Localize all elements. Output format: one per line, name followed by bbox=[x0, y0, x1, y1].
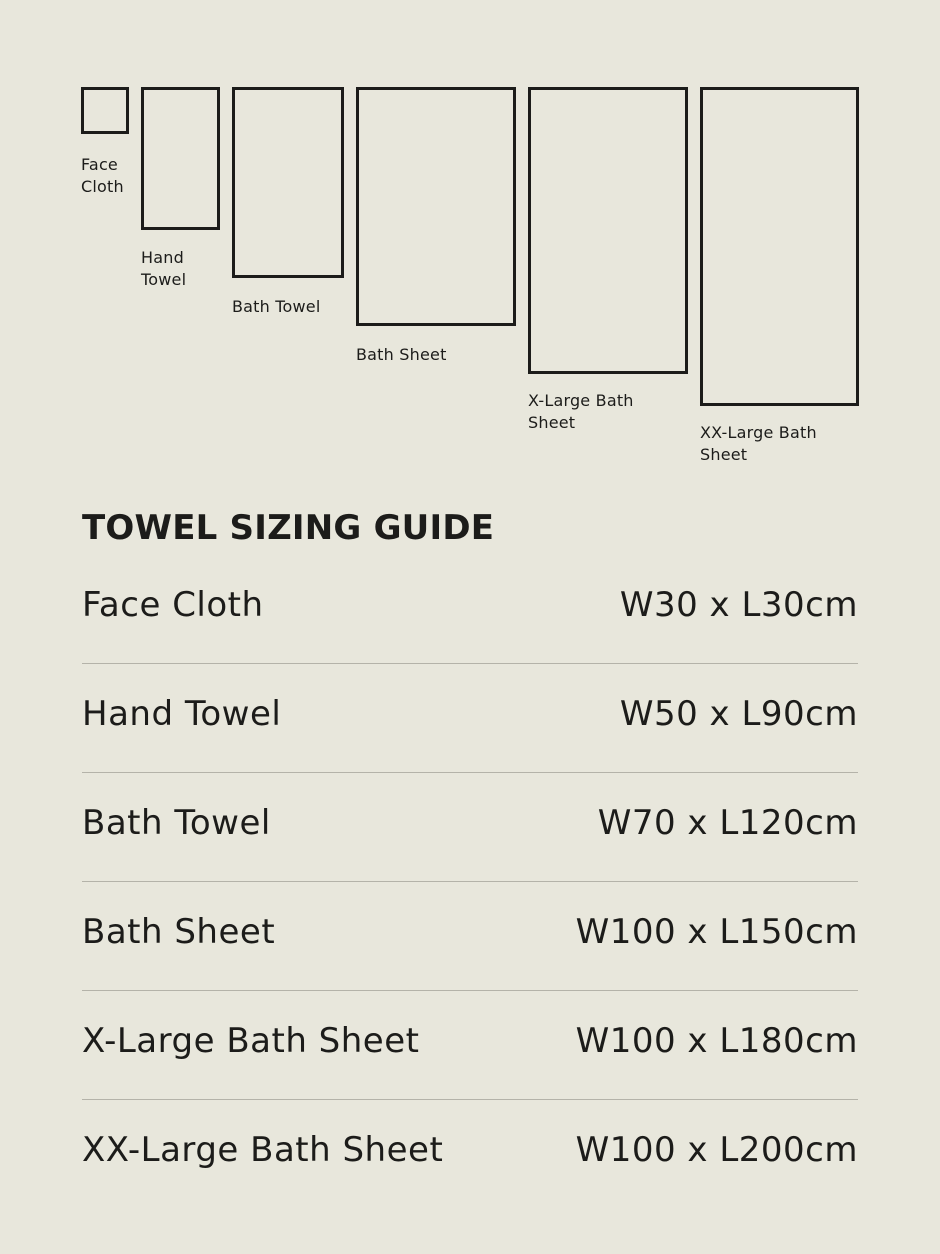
table-row bbox=[82, 1100, 858, 1209]
table-row bbox=[82, 664, 858, 773]
towel-name: XX-Large Bath Sheet bbox=[82, 1130, 444, 1170]
face-cloth-diagram-label: Face Cloth bbox=[81, 155, 124, 196]
bath-towel-outline bbox=[232, 87, 344, 278]
towel-size: W100 x L200cm bbox=[575, 1130, 858, 1170]
table-row bbox=[82, 991, 858, 1100]
towel-name: Face Cloth bbox=[82, 585, 264, 625]
towel-size: W70 x L120cm bbox=[597, 803, 858, 843]
bath-sheet-outline bbox=[356, 87, 516, 326]
guide-title: TOWEL SIZING GUIDE bbox=[82, 508, 495, 548]
towel-size: W100 x L150cm bbox=[575, 912, 858, 952]
bath-sheet-diagram-label: Bath Sheet bbox=[356, 345, 447, 364]
towel-size: W50 x L90cm bbox=[619, 694, 858, 734]
x-large-bath-sheet-diagram-label: X-Large Bath Sheet bbox=[528, 391, 634, 432]
xx-large-bath-sheet-outline bbox=[700, 87, 859, 406]
table-row bbox=[82, 882, 858, 991]
towel-name: Bath Sheet bbox=[82, 912, 276, 952]
xx-large-bath-sheet-diagram-label: XX-Large Bath Sheet bbox=[700, 423, 817, 464]
table-row bbox=[82, 555, 858, 664]
towel-name: X-Large Bath Sheet bbox=[82, 1021, 420, 1061]
towel-size: W30 x L30cm bbox=[619, 585, 858, 625]
x-large-bath-sheet-outline bbox=[528, 87, 688, 374]
table-row bbox=[82, 773, 858, 882]
hand-towel-diagram-label: Hand Towel bbox=[141, 248, 187, 289]
towel-name: Hand Towel bbox=[82, 694, 282, 734]
towel-size: W100 x L180cm bbox=[575, 1021, 858, 1061]
hand-towel-outline bbox=[141, 87, 220, 230]
bath-towel-diagram-label: Bath Towel bbox=[232, 297, 321, 316]
face-cloth-outline bbox=[81, 87, 129, 134]
towel-name: Bath Towel bbox=[82, 803, 271, 843]
